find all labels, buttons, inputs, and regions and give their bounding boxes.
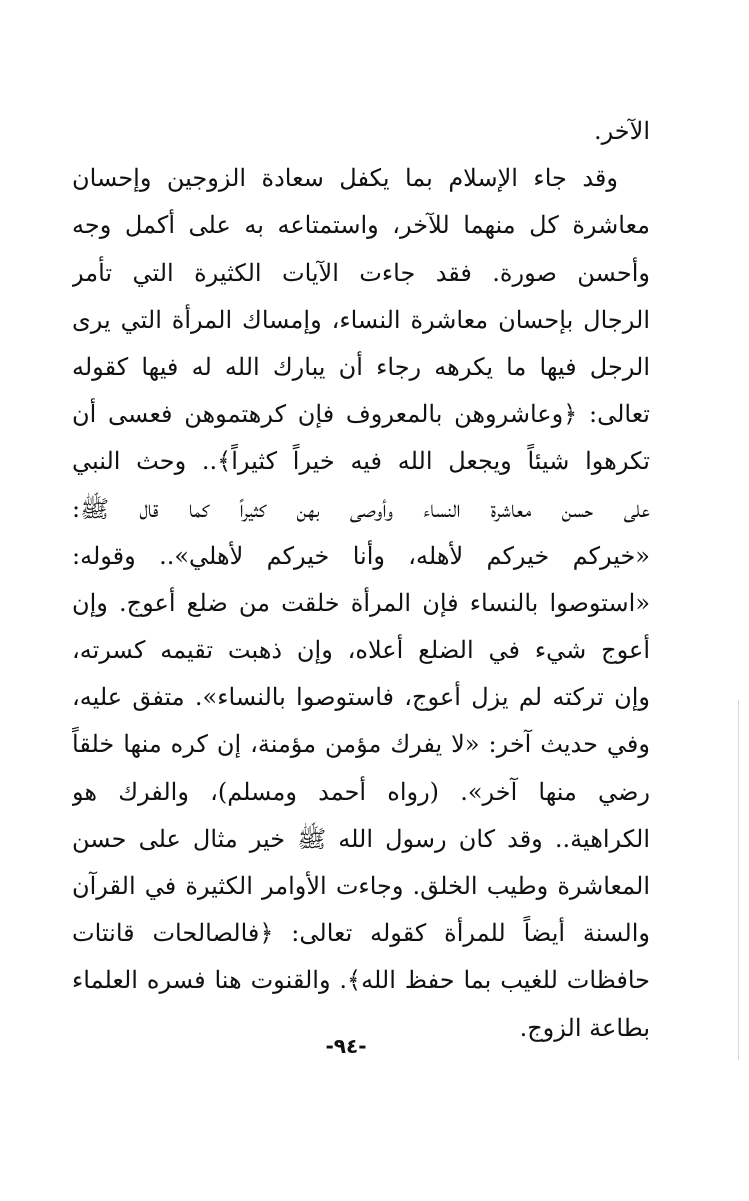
text-line: حافظات للغيب بما حفظ الله﴾. والقنوت هنا فسره العلماء <box>72 966 650 995</box>
text-line: وأحسن صورة. فقد جاءت الآيات الكثيرة التي تأمر <box>72 258 650 287</box>
text-line: وقد جاء الإسلام بما يكفل سعادة الزوجين وإحسان <box>72 164 618 193</box>
text-line: معاشرة كل منهما للآخر، واستمتاعه به على أكمل وجه <box>72 211 650 240</box>
text-line: الآخر. <box>593 117 650 145</box>
text-line: على حسن معاشرة النساء وأوصى بهن كثيراً كما قال ﷺ: <box>72 494 650 523</box>
text-line: الرجل فيها ما يكرهه رجاء أن يبارك الله له فيها كقوله <box>72 352 650 381</box>
text-line: تكرهوا شيئاً ويجعل الله فيه خيراً كثيراً﴾.. وحث النبي <box>72 447 650 476</box>
text-line: أعوج شيء في الضلع أعلاه، وإن ذهبت تقيمه كسرته، <box>72 636 650 665</box>
text-line: وإن تركته لم يزل أعوج، فاستوصوا بالنساء». متفق عليه، <box>72 683 650 712</box>
text-line: بطاعة الزوج. <box>519 1013 650 1042</box>
page-number: -٩٤- <box>325 1034 367 1058</box>
text-line: رضي منها آخر». (رواه أحمد ومسلم)، والفرك هو <box>72 777 650 806</box>
text-line: والسنة أيضاً للمرأة كقوله تعالى: ﴿فالصالحات قانتات <box>72 919 650 948</box>
text-line: المعاشرة وطيب الخلق. وجاءت الأوامر الكثيرة في القرآن <box>72 872 650 900</box>
scan-edge-line <box>738 700 739 1060</box>
text-line: الرجال بإحسان معاشرة النساء، وإمساك المرأة التي يرى <box>72 305 650 334</box>
text-line: وفي حديث آخر: «لا يفرك مؤمن مؤمنة، إن كره منها خلقاً <box>72 730 650 759</box>
text-line: «خيركم خيركم لأهله، وأنا خيركم لأهلي».. وقوله: <box>72 541 650 570</box>
text-line: تعالى: ﴿وعاشروهن بالمعروف فإن كرهتموهن فعسى أن <box>72 400 650 429</box>
body-text <box>72 108 650 1052</box>
text-line: «استوصوا بالنساء فإن المرأة خلقت من ضلع أعوج. وإن <box>72 588 650 617</box>
text-line: الكراهية.. وقد كان رسول الله ﷺ خير مثال على حسن <box>72 824 650 853</box>
